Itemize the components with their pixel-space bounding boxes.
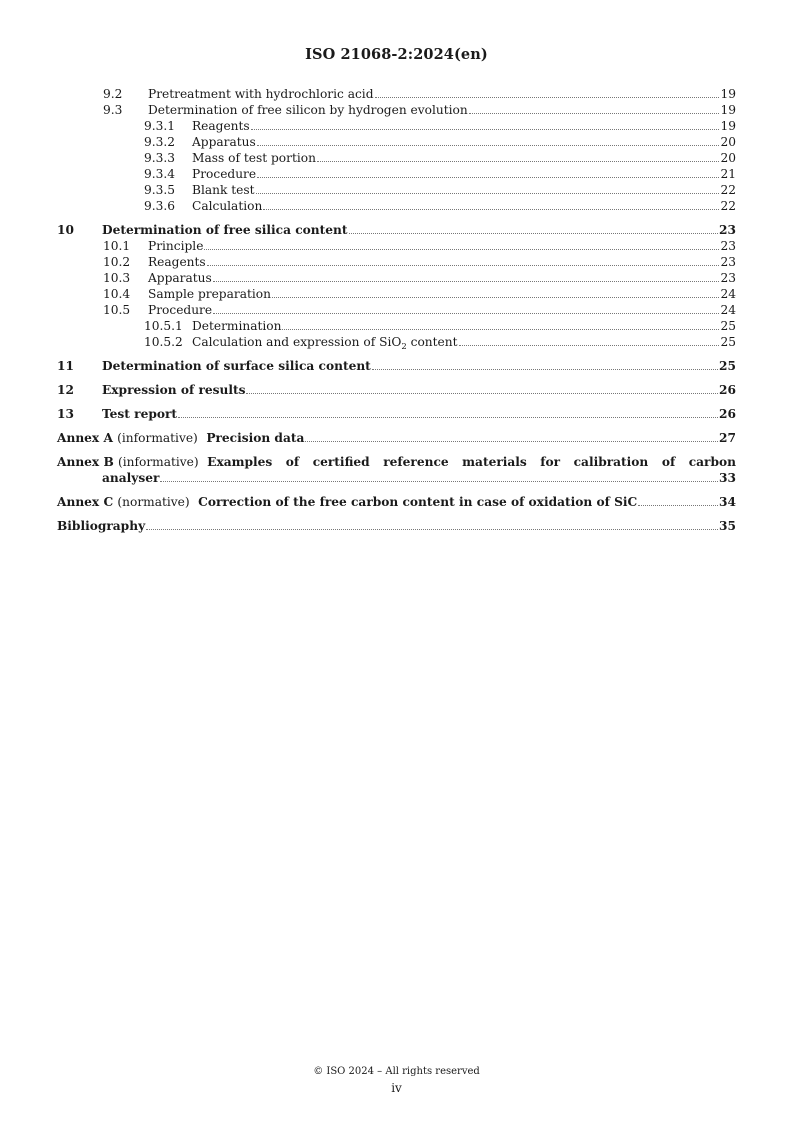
toc-entry-9-3-1[interactable] [57,118,736,134]
dot-leader [178,417,718,418]
page-number: iv [391,1081,402,1095]
dot-leader [207,265,720,266]
dot-leader [251,129,720,130]
document-header: ISO 21068-2:2024(en) [305,46,488,63]
toc-number: 10.3 [103,271,131,285]
toc-entry-10-5[interactable] [57,302,736,318]
dot-leader [160,481,718,482]
dot-leader [305,441,718,442]
dot-leader [469,113,720,114]
toc-entry-10-1[interactable] [57,238,736,254]
annex-label: Annex C [57,495,114,509]
table-of-contents [57,86,736,534]
annex-title: Precision data [206,431,305,445]
toc-entry-10-4[interactable] [57,286,736,302]
dot-leader [256,193,720,194]
toc-number: 10.5.2 [144,335,183,349]
annex-type: (normative) [117,495,190,509]
annex-label: Annex A [57,431,113,445]
toc-title: Sample preparation [148,287,271,301]
toc-title: Determination of surface silica content [102,359,371,373]
toc-entry-10-3[interactable] [57,270,736,286]
toc-number: 9.3 [103,103,123,117]
toc-page: 23 [720,271,736,285]
annex-title: Correction of the free carbon content in case of oxidation of SiC [198,495,638,509]
toc-title: Reagents [148,255,206,269]
toc-entry-13[interactable] [57,406,736,422]
toc-title [192,334,458,350]
dot-leader [317,161,720,162]
toc-title: Apparatus [148,271,212,285]
toc-entry-12[interactable] [57,382,736,398]
toc-title: Principle [148,239,204,253]
toc-title: Procedure [148,303,213,317]
dot-leader [204,249,719,250]
annex-b-second-line [57,470,736,486]
annex-type: (informative) [118,455,199,469]
annex-label: Annex B [57,455,114,469]
toc-title: Test report [102,407,178,421]
annex-title: Examples of certified reference materials for calibration of carbon [207,455,736,469]
toc-page: 25 [720,319,736,333]
toc-number: 9.3.5 [144,183,176,197]
toc-title: Determination [192,319,282,333]
toc-number: 10.5 [103,303,131,317]
toc-title: Mass of test portion [192,151,316,165]
toc-entry-9-3-5[interactable] [57,182,736,198]
toc-entry-9-2[interactable] [57,86,736,102]
toc-entry-10-5-1[interactable] [57,318,736,334]
toc-number: 10.5.1 [144,319,183,333]
dot-leader [246,393,718,394]
toc-page: 27 [719,431,736,445]
toc-number: 11 [57,359,74,373]
toc-page: 19 [720,87,736,101]
toc-number: 9.3.3 [144,151,176,165]
toc-title: Pretreatment with hydrochloric acid [148,87,374,101]
dot-leader [375,97,720,98]
annex-type: (informative) [117,431,198,445]
dot-leader [257,177,719,178]
toc-number: 10 [57,223,74,237]
toc-page: 19 [720,103,736,117]
dot-leader [272,297,720,298]
toc-title: Bibliography [57,519,146,533]
toc-entry-9-3-2[interactable] [57,134,736,150]
toc-page: 34 [719,495,736,509]
toc-title-part: Calculation and expression of SiO [192,335,402,349]
toc-page: 25 [719,359,736,373]
subscript-2: 2 [401,342,407,352]
dot-leader [213,281,720,282]
toc-page: 20 [720,135,736,149]
toc-entry-11[interactable] [57,358,736,374]
dot-leader [372,369,718,370]
toc-page: 35 [719,519,736,533]
dot-leader [257,145,720,146]
toc-title: Reagents [192,119,250,133]
toc-page: 20 [720,151,736,165]
toc-number: 9.3.2 [144,135,176,149]
toc-entry-annex-c[interactable] [57,494,736,510]
toc-page: 23 [720,255,736,269]
toc-number: 9.3.4 [144,167,176,181]
toc-page: 21 [720,167,736,181]
toc-entry-bibliography[interactable] [57,518,736,534]
copyright-notice: © ISO 2024 – All rights reserved [313,1066,480,1077]
toc-page: 24 [720,303,736,317]
toc-page: 25 [720,335,736,349]
toc-title: Apparatus [192,135,256,149]
toc-number: 12 [57,383,74,397]
toc-number: 9.2 [103,87,123,101]
toc-number: 13 [57,407,74,421]
toc-entry-10-2[interactable] [57,254,736,270]
dot-leader [638,505,718,506]
toc-page: 23 [719,223,736,237]
toc-title: Procedure [192,167,257,181]
toc-page: 22 [720,183,736,197]
toc-entry-10[interactable] [57,222,736,238]
toc-title: Calculation [192,199,263,213]
toc-number: 9.3.1 [144,119,176,133]
toc-title: Determination of free silica content [102,223,348,237]
dot-leader [263,209,719,210]
dot-leader [213,313,719,314]
dot-leader [459,345,720,346]
toc-entry-9-3-4[interactable] [57,166,736,182]
toc-entry-9-3[interactable] [57,102,736,118]
annex-title-continued: analyser [102,471,160,485]
dot-leader [146,529,718,530]
toc-number: 10.1 [103,239,131,253]
annex-b-first-line [57,454,736,470]
toc-title: Blank test [192,183,255,197]
dot-leader [282,329,719,330]
toc-page: 33 [719,471,736,485]
toc-entry-9-3-3[interactable] [57,150,736,166]
toc-page: 26 [719,407,736,421]
toc-page: 23 [720,239,736,253]
toc-page: 26 [719,383,736,397]
toc-title: Expression of results [102,383,246,397]
dot-leader [349,233,719,234]
toc-number: 10.4 [103,287,131,301]
toc-title: Determination of free silicon by hydrogen evolution [148,103,468,117]
toc-number: 10.2 [103,255,131,269]
toc-entry-10-5-2[interactable] [57,334,736,350]
toc-entry-9-3-6[interactable] [57,198,736,214]
page-footer [0,1066,793,1095]
toc-entry-annex-b[interactable] [57,454,736,486]
toc-page: 22 [720,199,736,213]
toc-number: 9.3.6 [144,199,176,213]
toc-page: 24 [720,287,736,301]
toc-entry-annex-a[interactable] [57,430,736,446]
toc-page: 19 [720,119,736,133]
toc-title-part: content [406,335,458,349]
